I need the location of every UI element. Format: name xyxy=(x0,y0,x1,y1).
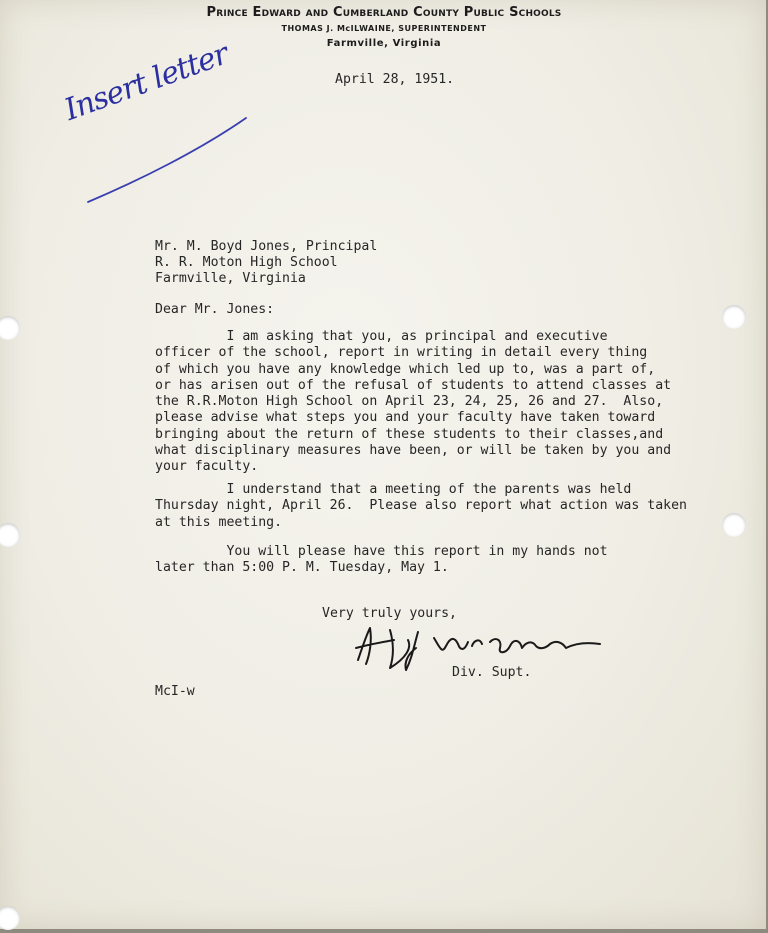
paragraph-3 xyxy=(155,544,715,577)
paragraph-line: I understand that a meeting of the parents was held xyxy=(155,482,632,497)
punch-hole-top xyxy=(0,316,20,340)
punch-hole-right xyxy=(722,305,746,329)
paragraph-line: bringing about the return of these students to their classes,and xyxy=(155,426,664,442)
paragraph-line: the R.R.Moton High School on April 23, 24, 25, 26 and 27. Also, xyxy=(155,394,664,410)
letter-date: April 28, 1951. xyxy=(335,72,455,87)
paragraph-line: officer of the school, report in writing in detail every thing xyxy=(155,345,648,361)
salutation: Dear Mr. Jones: xyxy=(155,302,275,317)
punch-hole-right-middle xyxy=(722,513,746,537)
punch-hole-middle xyxy=(0,523,20,547)
paragraph-line: I am asking that you, as principal and executive xyxy=(155,329,608,344)
paragraph-1 xyxy=(155,329,715,476)
paragraph-line: Thursday night, April 26. Please also report what action was taken xyxy=(155,498,687,514)
paragraph-line: what disciplinary measures have been, or will be taken by you and xyxy=(155,443,672,459)
letterhead-superintendent: THOMAS J. McILWAINE, SUPERINTENDENT xyxy=(281,24,487,33)
paragraph-line: later than 5:00 P. M. Tuesday, May 1. xyxy=(155,560,449,576)
paragraph-line: of which you have any knowledge which led up to, was a part of, xyxy=(155,361,656,377)
paragraph-line: please advise what steps you and your faculty have taken toward xyxy=(155,410,656,426)
paragraph-line: or has arisen out of the refusal of students to attend classes at xyxy=(155,377,672,393)
punch-hole-bottom xyxy=(0,906,20,930)
typist-initials: McI-w xyxy=(155,684,195,699)
signatory-title: Div. Supt. xyxy=(452,665,532,680)
handwritten-note: Insert letter xyxy=(60,36,233,128)
closing: Very truly yours, xyxy=(322,606,457,621)
recipient-line-2: R. R. Moton High School xyxy=(155,255,338,270)
letterhead-city: Farmville, Virginia xyxy=(326,38,442,49)
paragraph-2 xyxy=(155,482,715,531)
letterhead-organization: Prince Edward and Cumberland County Public Schools xyxy=(206,5,562,20)
recipient-line-3: Farmville, Virginia xyxy=(155,271,306,286)
recipient-line-1: Mr. M. Boyd Jones, Principal xyxy=(155,239,378,254)
paragraph-line: You will please have this report in my hands not xyxy=(155,544,608,559)
paragraph-line: at this meeting. xyxy=(155,514,283,530)
paragraph-line: your faculty. xyxy=(155,459,259,475)
handwritten-underline xyxy=(0,0,768,220)
